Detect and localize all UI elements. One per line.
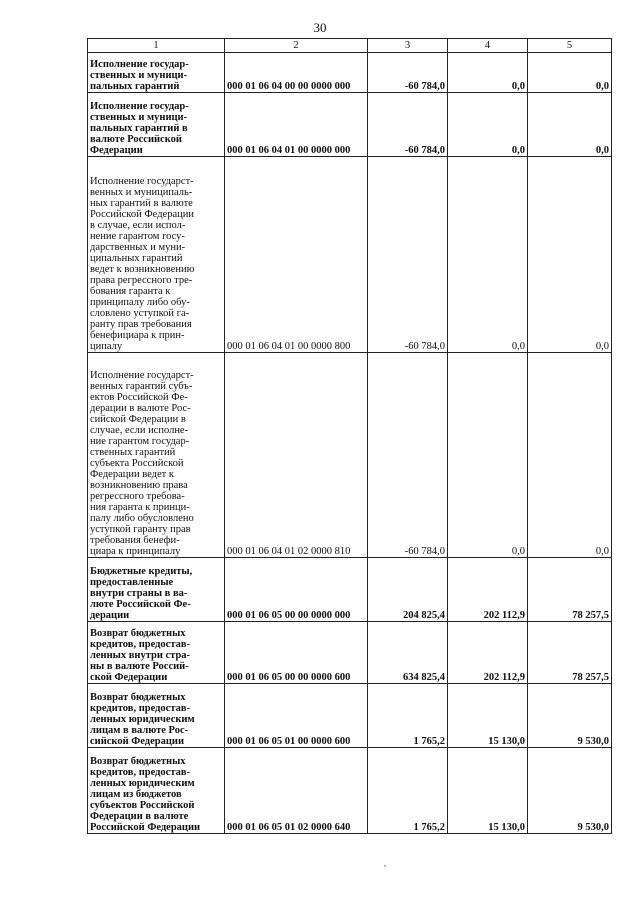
row-value-col3: -60 784,0 — [368, 353, 448, 558]
row-code: 000 01 06 04 01 00 0000 000 — [225, 93, 368, 157]
header-col-4: 4 — [448, 39, 528, 53]
row-name: Исполнение государст- венных гарантий субъ- ектов Российской Фе- дерации в валюте Рос- сийской Федерации в случае, если исполне- ние гарантом государ- ственных гарантий субъекта Российской Федерации ведет к возникновению права регрессного требова- ния гаранта к принци- палу либо обусловлено уступкой гаранту прав требования бенефи- циара к принципалу — [88, 353, 225, 558]
row-value-col3: 204 825,4 — [368, 558, 448, 622]
table-row — [88, 748, 612, 834]
table-row — [88, 558, 612, 622]
table-row — [88, 622, 612, 684]
row-code: 000 01 06 04 01 02 0000 810 — [225, 353, 368, 558]
table-row — [88, 353, 612, 558]
row-code: 000 01 06 05 00 00 0000 000 — [225, 558, 368, 622]
row-value-col4: 0,0 — [448, 353, 528, 558]
row-value-col5: 9 530,0 — [528, 684, 612, 748]
row-name: Возврат бюджетных кредитов, предостав- ленных юридическим лицам из бюджетов субъектов Российской Федерации в валюте Российской Федерации — [88, 748, 225, 834]
row-value-col3: -60 784,0 — [368, 53, 448, 93]
row-value-col3: 1 765,2 — [368, 684, 448, 748]
header-col-3: 3 — [368, 39, 448, 53]
header-col-1: 1 — [88, 39, 225, 53]
row-value-col4: 202 112,9 — [448, 558, 528, 622]
row-value-col4: 0,0 — [448, 157, 528, 353]
row-value-col5: 78 257,5 — [528, 558, 612, 622]
row-code: 000 01 06 05 01 00 0000 600 — [225, 684, 368, 748]
row-value-col5: 0,0 — [528, 157, 612, 353]
table-header-row — [88, 39, 612, 53]
header-col-5: 5 — [528, 39, 612, 53]
row-value-col5: 0,0 — [528, 353, 612, 558]
table-row — [88, 53, 612, 93]
row-value-col4: 15 130,0 — [448, 748, 528, 834]
row-name: Бюджетные кредиты, предоставленные внутри страны в ва- люте Российской Фе- дерации — [88, 558, 225, 622]
header-col-2: 2 — [225, 39, 368, 53]
row-value-col3: -60 784,0 — [368, 157, 448, 353]
row-value-col3: 1 765,2 — [368, 748, 448, 834]
row-name: Исполнение государст- венных и муниципаль- ных гарантий в валюте Российской Федерации в случае, если испол- нение гарантом госу- дарственных и муни- ципальных гарантий ведет к возникновению права регрессного тре- бования гаранта к принципалу либо обу- словлено уступкой га- ранту прав требования бенефициара к прин- ципалу — [88, 157, 225, 353]
row-name: Возврат бюджетных кредитов, предостав- ленных юридическим лицам в валюте Рос- сийской Федерации — [88, 684, 225, 748]
row-code: 000 01 06 04 00 00 0000 000 — [225, 53, 368, 93]
row-value-col3: -60 784,0 — [368, 93, 448, 157]
table-row — [88, 684, 612, 748]
row-value-col5: 9 530,0 — [528, 748, 612, 834]
row-code: 000 01 06 05 00 00 0000 600 — [225, 622, 368, 684]
table-row — [88, 157, 612, 353]
row-name: Возврат бюджетных кредитов, предостав- ленных внутри стра- ны в валюте Россий- ской Федерации — [88, 622, 225, 684]
row-value-col5: 0,0 — [528, 53, 612, 93]
row-code: 000 01 06 04 01 00 0000 800 — [225, 157, 368, 353]
budget-sources-table — [87, 38, 612, 834]
row-name: Исполнение государ- ственных и муници- пальных гарантий — [88, 53, 225, 93]
row-value-col4: 0,0 — [448, 93, 528, 157]
page-number: 30 — [313, 20, 327, 35]
row-value-col4: 202 112,9 — [448, 622, 528, 684]
row-value-col4: 0,0 — [448, 53, 528, 93]
row-value-col5: 0,0 — [528, 93, 612, 157]
scan-speck — [384, 865, 386, 867]
row-value-col3: 634 825,4 — [368, 622, 448, 684]
row-value-col5: 78 257,5 — [528, 622, 612, 684]
row-value-col4: 15 130,0 — [448, 684, 528, 748]
row-code: 000 01 06 05 01 02 0000 640 — [225, 748, 368, 834]
row-name: Исполнение государ- ственных и муници- пальных гарантий в валюте Российской Федерации — [88, 93, 225, 157]
table-row — [88, 93, 612, 157]
